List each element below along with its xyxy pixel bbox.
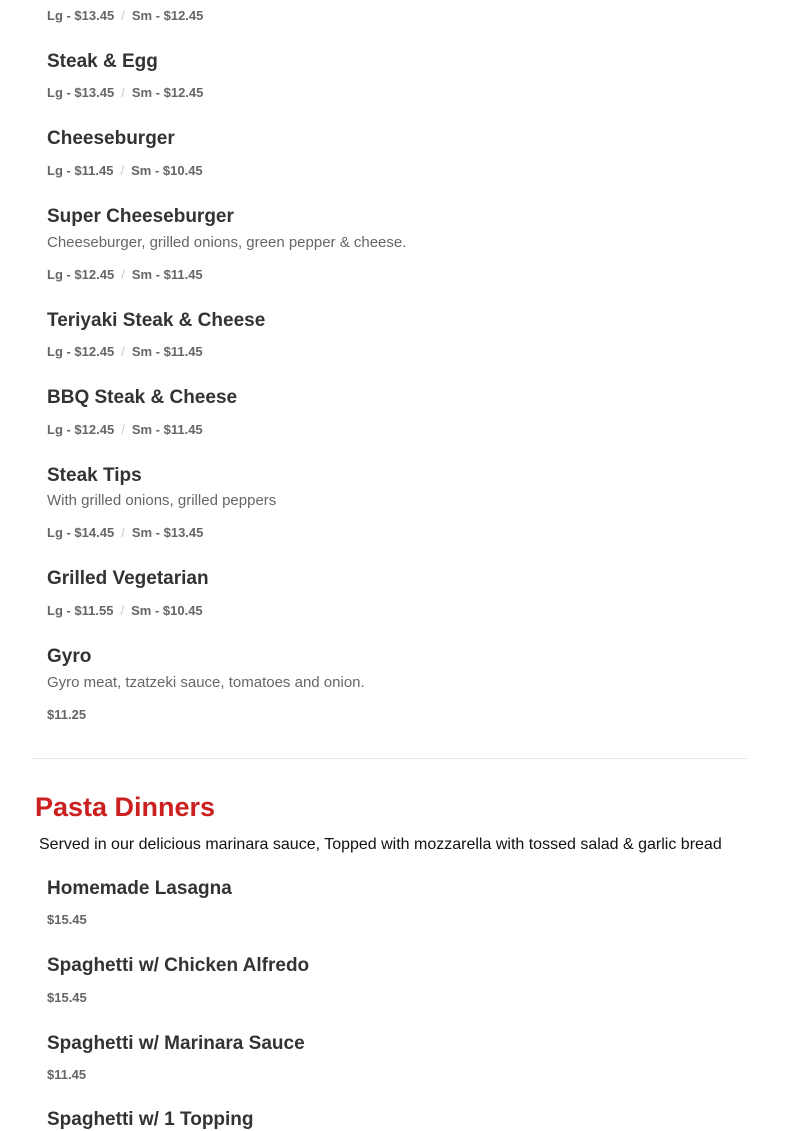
menu-item-name: Teriyaki Steak & Cheese [47, 310, 266, 331]
price-single: $15.45 [47, 990, 87, 1005]
section-divider [31, 758, 747, 759]
price-row [47, 912, 87, 927]
price-small: Sm - $13.45 [131, 525, 204, 540]
price-small: Sm - $11.45 [131, 422, 203, 437]
menu-item-name: Gyro [47, 646, 92, 667]
price-small: Sm - $11.45 [131, 344, 203, 359]
price-row [47, 707, 86, 722]
section-subtitle: Served in our delicious marinara sauce, Topped with mozzarella with tossed salad & garlic bread [39, 836, 722, 853]
price-row [47, 8, 203, 23]
price-single: $11.25 [47, 707, 87, 722]
menu-item-name: Cheeseburger [47, 128, 175, 149]
price-small: Sm - $12.45 [131, 85, 204, 100]
price-small: Sm - $10.45 [131, 163, 203, 178]
price-large: Lg - $12.45 [47, 422, 115, 437]
price-large: Lg - $13.45 [47, 8, 115, 23]
price-separator: / [121, 344, 125, 359]
price-row [47, 422, 203, 437]
menu-item-name: Steak Tips [47, 465, 142, 486]
price-row [47, 85, 203, 100]
price-row [47, 525, 203, 540]
price-large: Lg - $12.45 [47, 267, 115, 282]
price-row [47, 603, 203, 618]
price-separator: / [121, 267, 125, 282]
price-small: Sm - $11.45 [131, 267, 203, 282]
price-separator: / [120, 163, 125, 178]
price-row [47, 344, 203, 359]
price-small: Sm - $10.45 [131, 603, 203, 618]
price-row [47, 163, 203, 178]
menu-item-name: BBQ Steak & Cheese [47, 387, 238, 408]
price-row [47, 990, 87, 1005]
menu-item-name: Grilled Vegetarian [47, 568, 209, 589]
price-separator: / [121, 85, 125, 100]
section-title: Pasta Dinners [35, 792, 216, 822]
menu-item-description: Gyro meat, tzatzeki sauce, tomatoes and onion. [47, 674, 365, 691]
price-row [47, 267, 203, 282]
menu-item-name: Spaghetti w/ Chicken Alfredo [47, 955, 310, 976]
price-large: Lg - $11.55 [47, 603, 114, 618]
menu-item-description: Cheeseburger, grilled onions, green pepper & cheese. [47, 234, 407, 251]
price-single: $15.45 [47, 912, 87, 927]
price-large: Lg - $13.45 [47, 85, 115, 100]
price-row [47, 1067, 86, 1082]
menu-item-name: Spaghetti w/ Marinara Sauce [47, 1033, 305, 1054]
menu-item-name: Spaghetti w/ 1 Topping [47, 1109, 254, 1130]
menu-item-name: Super Cheeseburger [47, 206, 234, 227]
price-large: Lg - $12.45 [47, 344, 115, 359]
price-separator: / [121, 8, 125, 23]
price-separator: / [121, 525, 125, 540]
price-separator: / [120, 603, 125, 618]
price-large: Lg - $14.45 [47, 525, 115, 540]
price-small: Sm - $12.45 [131, 8, 204, 23]
menu-item-description: With grilled onions, grilled peppers [47, 492, 277, 509]
menu-item-name: Steak & Egg [47, 51, 158, 72]
menu-item-name: Homemade Lasagna [47, 878, 232, 899]
price-large: Lg - $11.45 [47, 163, 114, 178]
price-separator: / [121, 422, 125, 437]
price-single: $11.45 [47, 1067, 87, 1082]
